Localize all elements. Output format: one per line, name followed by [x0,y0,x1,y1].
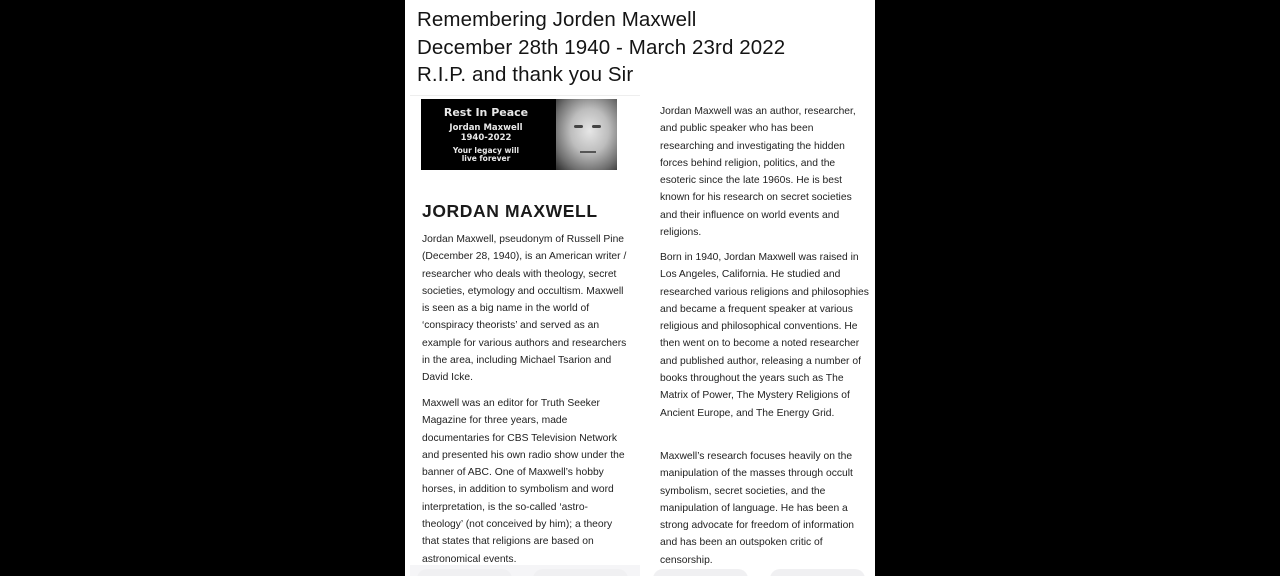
header-title: Remembering Jorden Maxwell [417,8,697,31]
banner-name-years [421,123,551,143]
article-paragraph: Jordan Maxwell was an author, researcher, and public speaker who has been researching and investigating the hidden forces behind religion, politics, and the esoteric since the late 1960s. He is best known for his research on secret societies and their influence on world events and religions. [660,106,856,239]
chip-button[interactable] [653,569,748,576]
portrait-eye [574,125,583,128]
article-paragraph: Maxwell’s research focuses heavily on the manipulation of the masses through occult symbolism, secret societies, and the manipulation of language. He has been a strong advocate for freedom of information and has been an outspoken critic of censorship. [660,451,855,566]
rip-banner-image [421,99,617,170]
article-paragraph: Maxwell was an editor for Truth Seeker Magazine for three years, made documentaries for CBS Television Network and presented his own radio show under the banner of ABC. One of Maxwell’s hobby horses, in addition to symbolism and word interpretation, is the so-called ‘astro-theology’ (not conceived by him); a theory that states that religions are based on astronomical events. [422,398,625,565]
chip-button[interactable] [533,569,628,576]
banner-tagline [421,147,551,163]
portrait-mouth [580,151,596,153]
article-heading: JORDAN MAXWELL [422,201,598,221]
left-article-screenshot [410,95,640,576]
right-article-screenshot [650,95,875,576]
banner-years: 1940-2022 [460,133,512,143]
banner-tagline-1: Your legacy will [452,146,520,155]
chip-button[interactable] [417,569,512,576]
divider [410,95,640,96]
article-paragraph: Born in 1940, Jordan Maxwell was raised in Los Angeles, California. He studied and researched various religions and philosophies and became a frequent speaker at various religious and philosophical conventions. He then went on to become a noted researcher and published author, releasing a number of books throughout the years such as The Matrix of Power, The Mystery Religions of Ancient Europe, and The Energy Grid. [660,252,869,419]
header-dates: December 28th 1940 - March 23rd 2022 [417,35,786,59]
portrait-photo [556,99,617,170]
article-paragraph: Jordan Maxwell, pseudonym of Russell Pine (December 28, 1940), is an American writer / researcher who deals with theology, secret societies, etymology and occultism. Maxwell is seen as a big name in the world of ‘conspiracy theorists’ and served as an example for various authors and researchers in the area, including Michael Tsarion and David Icke. [422,234,627,384]
header-tribute: R.I.P. and thank you Sir [417,63,634,86]
banner-name: Jordan Maxwell [449,123,523,133]
portrait-eye [592,125,601,128]
memorial-post [405,0,875,576]
post-header [417,6,785,89]
banner-title: Rest In Peace [443,106,529,119]
chip-button[interactable] [770,569,865,576]
banner-tagline-2: live forever [461,154,511,163]
